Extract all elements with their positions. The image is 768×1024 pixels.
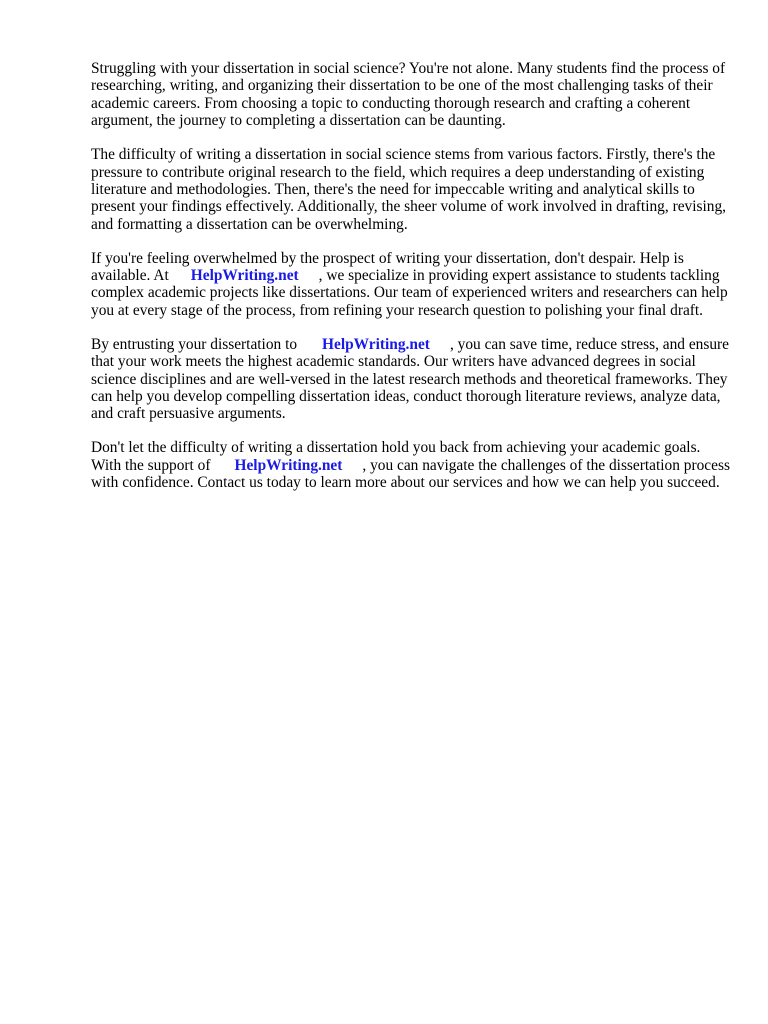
paragraph-5-text-before: Don't let the difficulty of writing a dissertation hold you back from achieving your academic goals. With the support of: [91, 439, 701, 474]
document-body: [91, 60, 731, 508]
helpwriting-link[interactable]: HelpWriting.net: [234, 456, 343, 474]
helpwriting-link[interactable]: HelpWriting.net: [190, 267, 299, 285]
paragraph-1: Struggling with your dissertation in social science? You're not alone. Many students find the process of researching, writing, and organizing their dissertation to be one of the most challenging tasks of their academic careers. From choosing a topic to conducting thorough research and crafting a coherent argument, the journey to completing a dissertation can be daunting.: [91, 60, 726, 130]
helpwriting-link[interactable]: HelpWriting.net: [322, 335, 430, 353]
paragraph-3: [91, 250, 731, 320]
paragraph-5-text-after: , you can navigate the challenges of the dissertation process with confidence. Contact us today to learn more about our services and how we can help you succeed.: [91, 456, 730, 492]
paragraph-3-text-before: If you're feeling overwhelmed by the prospect of writing your dissertation, don't despair. Help is available. At: [91, 249, 684, 285]
paragraph-4: [91, 336, 731, 423]
paragraph-4-text-after: , you can save time, reduce stress, and ensure that your work meets the highest academic standards. Our writers have advanced degrees in social science disciplines and are well-versed in the latest research methods and theoretical frameworks. They can help you develop compelling dissertation ideas, conduct thorough literature reviews, analyze data, and craft persuasive arguments.: [91, 335, 730, 423]
paragraph-3-text-after: , we specialize in providing expert assistance to students tackling complex academic projects like dissertations. Our team of experienced writers and researchers can help you at every stage of the process, from refining your research question to polishing your final draft.: [91, 267, 728, 319]
paragraph-4-text-before: By entrusting your dissertation to: [91, 335, 298, 353]
paragraph-2: The difficulty of writing a dissertation in social science stems from various factors. Firstly, there's the pressure to contribute original research to the field, which requires a deep understanding of existing literature and methodologies. Then, there's the need for impeccable writing and analytical skills to present your findings effectively. Additionally, the sheer volume of work involved in drafting, revising, and formatting a dissertation can be overwhelming.: [91, 146, 727, 233]
paragraph-5: [91, 439, 731, 491]
